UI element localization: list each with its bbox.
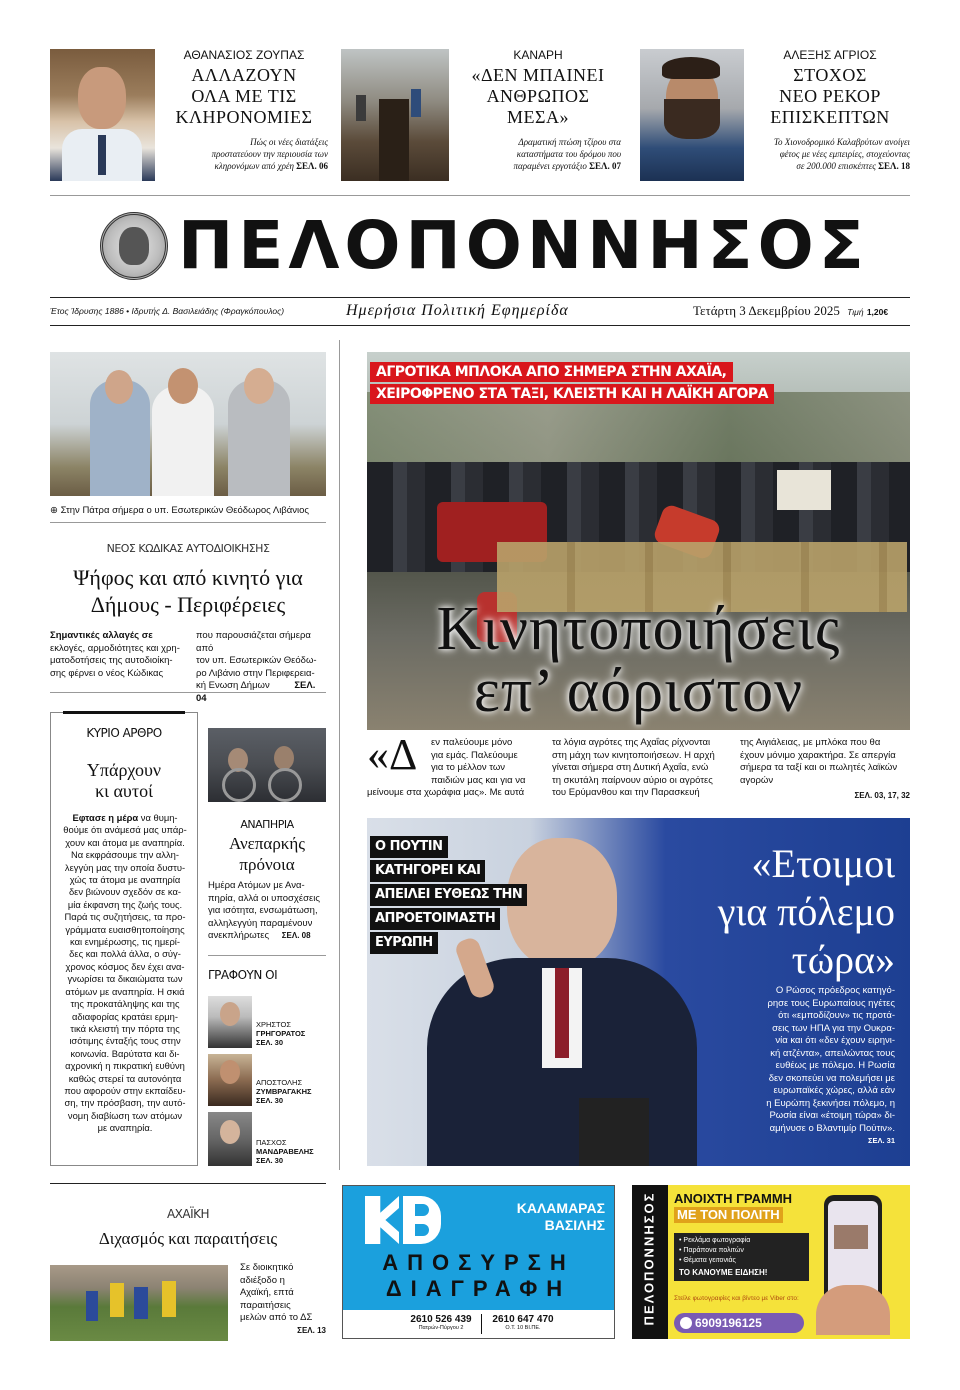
ad-name: ΚΑΛΑΜΑΡΑΣ ΒΑΣΙΛΗΣ — [516, 1200, 605, 1233]
page-ref: ΣΕΛ. 08 — [281, 931, 311, 940]
teaser-3[interactable] — [750, 48, 910, 172]
divider — [50, 297, 910, 298]
disability-text: Ημέρα Ατόμων με Ανα- πηρία, αλλά οι υποσχέσεις για ισότητα, ενσωμάτωση, αλληλεγγύη παραμένουν ανεκπλήρωτες ΣΕΛ. 08 — [208, 880, 320, 941]
kv-logo-icon — [365, 1196, 443, 1244]
divider — [50, 195, 910, 196]
teaser-title: «ΔΕΝ ΜΠΑΙΝΕΙ ΑΝΘΡΩΠΟΣ ΜΕΣΑ» — [471, 65, 605, 127]
ad-phone-1[interactable]: 2610 526 439 Πατρών-Πύργου 2 — [410, 1314, 472, 1331]
ad-line-phone[interactable]: 6909196125 — [674, 1313, 804, 1333]
story-title[interactable]: Ψήφος και από κινητό για Δήμους - Περιφέρειες — [73, 565, 303, 617]
ad-vertical-title: ΠΕΛΟΠΟΝΝΗΣΟΣ — [641, 1191, 657, 1326]
divider — [50, 1183, 326, 1184]
achaiki-kicker: ΑΧΑΪΚΗ — [166, 1207, 210, 1221]
ad-line-title: ΑΝΟΙΧΤΗ ΓΡΑΜΜΗ ΜΕ ΤΟΝ ΠΟΛΙΤΗ — [674, 1191, 793, 1222]
phone-hand-icon — [816, 1195, 896, 1335]
story-col-2: που παρουσιάζεται σήμερα από τον υπ. Εσωτερικών Θεόδω- ρο Λιβάνιο στην Περιφερεια- κή Ενωση Δήμων ΣΕΛ. 04 — [196, 630, 317, 704]
teaser-photo-zoupas — [50, 49, 155, 181]
page-ref: ΣΕΛ. 31 — [867, 1136, 895, 1145]
teaser-text: Πώς οι νέες διατάξεις προστατεύουν την περιουσία των κληρονόμων από χρέη ΣΕΛ. 06 — [211, 137, 328, 171]
divider — [50, 325, 910, 326]
ad-line-bullets: • Ρεκλάμα φωτογραφία • Παράπονα πολιτών • Θέματα γειτονιάς ΤΟ ΚΑΝΟΥΜΕ ΕΙΔΗΣΗ! — [674, 1233, 809, 1281]
livanios-photo[interactable] — [50, 352, 326, 496]
main-col-1: εν παλεύουμε μόνο για εμάς. Παλεύουμε για το μέλλον των παιδιών μας και για να μείνουμε στα χωράφια μας». Με αυτά — [367, 737, 526, 798]
achaiki-title[interactable]: Διχασμός και παραιτήσεις — [98, 1229, 278, 1248]
putin-headline: «Ετοιμοι για πόλεμο τώρα» — [717, 841, 895, 982]
putin-kicker: Ο ΠΟΥΤΙΝ ΚΑΤΗΓΟΡΕΙ ΚΑΙ ΑΠΕΙΛΕΙ ΕΥΘΕΩΣ ΤΗΝ ΑΠΡΟΕΤΟΙΜΑΣΤΗ ΕΥΡΩΠΗ — [370, 836, 527, 956]
writer-byline[interactable]: ΠΑΣΧΟΣ ΜΑΝΔΡΑΒΕΛΗΣ ΣΕΛ. 30 — [256, 1138, 314, 1165]
writer-byline[interactable]: ΑΠΟΣΤΟΛΗΣ ΖΥΜΒΡΑΓΑΚΗΣ ΣΕΛ. 30 — [256, 1078, 312, 1105]
main-col-2: τα λόγια αγρότες της Αχαΐας ρίχνονται στη μάχη των κινητοποιήσεων. Η αρχή γίνεται σήμερα στη Δυτική Αχαΐα, ενώ τη σκυτάλη παίρνουν αύριο οι αγρότες του Ερύμανθου και την Παρασκευή — [552, 737, 715, 798]
red-kicker: ΑΓΡΟΤΙΚΑ ΜΠΛΟΚΑ ΑΠΟ ΣΗΜΕΡΑ ΣΤΗΝ ΑΧΑΪΑ, ΧΕΙΡΟΦΡΕΝΟ ΣΤΑ ΤΑΞΙ, ΚΛΕΙΣΤΗ ΚΑΙ Η ΛΑΪΚΗ ΑΓΟΡΑ — [370, 362, 774, 404]
football-photo[interactable] — [50, 1265, 228, 1341]
teaser-text: Το Χιονοδρομικό Καλαβρύτων ανοίγει φέτος με νέες εμπειρίες, στοχεύοντας σε 200.000 επισκέπτες ΣΕΛ. 18 — [773, 137, 910, 171]
main-headline[interactable]: Κινητοποιήσεις επ’ αόριστον — [436, 595, 841, 725]
ad-phone-2[interactable]: 2610 647 470 Ο.Τ. 10 ΒΙ.ΠΕ. — [492, 1314, 554, 1331]
photo-caption: ⊕ Στην Πάτρα σήμερα ο υπ. Εσωτερικών Θεόδωρος Λιβάνιος — [50, 505, 309, 516]
writer-photo — [208, 996, 252, 1048]
ad-kalamaras[interactable] — [342, 1185, 615, 1339]
teaser-title: ΑΛΛΑΖΟΥΝ ΟΛΑ ΜΕ ΤΙΣ ΚΛΗΡΟΝΟΜΙΕΣ — [175, 65, 313, 127]
teaser-photo-kanari — [341, 49, 449, 181]
editorial-text: Εφτασε η μέρα να θυμη- θούμε ότι ανάμεσά μας υπάρ- χουν και άτομα με αναπηρία. Να εκφράσουμε την αλλη- λεγγύη μας την οποία δυστυ- χώς τα άτομα με αναπηρία δεν βιώνουν σχεδόν σε κα- μία έκφανση της ζωής τους. Παρά τις συζητήσεις, τα προ- γράμματα ευαισθητοποίησης και ενημέρωσης, τις ημερί- δες και πολλά άλλα, ο σύγ- χρονος κόσμος δεν έχει ανα- γνωρίσει τα δικαιώματα των ατόμων με αναπηρία. Η σκιά της προκατάληψης και της αδιαφορίας κρατάει ερμη- τικά κλειστή την πόρτα της ισότιμης ένταξής τους στην κοινωνία. Βαρύτατα και δι- αχρονική η πικρατική ευθύνη καθώς στερεί τα αυτονόητα που αφορούν στην εκπαίδευ- ση, την πρόσβαση, την αυτό- νομη διαβίωση των ατόμων με αναπηρία. — [63, 812, 187, 1134]
disability-kicker: ΑΝΑΠΗΡΙΑ — [240, 818, 294, 831]
ad-open-line[interactable] — [632, 1185, 910, 1339]
teaser-1[interactable] — [160, 48, 328, 172]
viber-icon — [680, 1317, 692, 1329]
page-ref: ΣΕΛ. 03, 17, 32 — [854, 791, 910, 800]
writers-kicker: ΓΡΑΦΟΥΝ ΟΙ — [208, 968, 278, 982]
price-label: Τιμή — [847, 307, 864, 317]
divider — [50, 522, 326, 523]
page-ref: ΣΕΛ. 04 — [196, 680, 316, 704]
achaiki-text: Σε διοικητικό αδιέξοδο η Αχαϊκή, επτά παραιτήσεις μελών από το ΔΣ ΣΕΛ. 13 — [240, 1262, 326, 1337]
page-ref: ΣΕΛ. 18 — [878, 161, 910, 171]
teaser-title: ΣΤΟΧΟΣ ΝΕΟ ΡΕΚΟΡ ΕΠΙΣΚΕΠΤΩΝ — [770, 65, 890, 127]
ad-services: ΑΠΟΣΥΡΣΗ ΔΙΑΓΡΑΦΗ — [382, 1250, 575, 1301]
story-kicker: ΝΕΟΣ ΚΩΔΙΚΑΣ ΑΥΤΟΔΙΟΙΚΗΣΗΣ — [106, 542, 270, 555]
writer-byline[interactable]: ΧΡΗΣΤΟΣ ΓΡΗΓΟΡΑΤΟΣ ΣΕΛ. 30 — [256, 1020, 306, 1047]
disability-title[interactable]: Ανεπαρκής πρόνοια — [228, 834, 305, 874]
issue-date: Τετάρτη 3 Δεκεμβρίου 2025 Τιμή 1,20€ — [693, 303, 889, 318]
teaser-kicker: ΑΛΕΞΗΣ ΑΓΡΙΟΣ — [783, 48, 877, 62]
editorial-kicker: ΚΥΡΙΟ ΑΡΘΡΟ — [86, 726, 162, 740]
teaser-text: Δραματική πτώση τζίρου στα καταστήματα του δρόμου που παραμένει εργοτάξιο ΣΕΛ. 07 — [513, 137, 621, 171]
teaser-photo-agrios — [640, 49, 744, 181]
main-col-3: της Αιγιάλειας, με μπλόκα που θα έχουν μόνιμο χαρακτήρα. Σε απεργία σήμερα τα ταξί και οι πωλητές λαϊκών αγορών — [740, 737, 898, 786]
masthead-title: ΠΕΛΟΠΟΝΝΗΣΟΣ — [178, 207, 869, 284]
founding-info: Έτος Ίδρυσης 1886 • Ιδρυτής Δ. Βασιλειάδης (Φραγκόπουλος) — [50, 306, 285, 316]
masthead-subtitle: Ημερήσια Πολιτική Εφημερίδα — [346, 302, 569, 319]
writer-photo — [208, 1112, 252, 1166]
dropcap: «Δ — [367, 730, 418, 779]
ad-line-note: Στείλε φωτογραφίες και βίντεο με Viber στο: — [674, 1295, 799, 1302]
page-ref: ΣΕΛ. 07 — [589, 161, 621, 171]
wheelchair-photo[interactable] — [208, 728, 326, 802]
teaser-kicker: ΚΑΝΑΡΗ — [513, 48, 563, 62]
divider — [50, 692, 326, 693]
writer-photo — [208, 1054, 252, 1106]
divider — [208, 955, 326, 956]
putin-text: Ο Ρώσος πρόεδρος κατηγό- ρησε τους Ευρωπαίους ηγέτες ότι «εμποδίζουν» τις προτά- σεις των ΗΠΑ για την Ουκρα- νία και ότι «δεν έχουν ειρηνι- κή ατζέντα», απειλώντας τους ευθέως με πόλεμο. Η Ρωσία δεν σκοπεύει να πολεμήσει με ευρωπαϊκές χώρες, αλλά εάν η Ευρώπη ξεκινήσει πόλεμο, η Ρωσία είναι «έτοιμη τώρα» δι- αμήνυσε ο Βλαντιμίρ Πούτιν». ΣΕΛ. 31 — [730, 985, 895, 1148]
page-ref: ΣΕΛ. 06 — [296, 161, 328, 171]
editorial-title[interactable]: Υπάρχουν κι αυτοί — [86, 760, 162, 801]
teaser-2[interactable] — [455, 48, 621, 172]
story-col-1: Σημαντικές αλλαγές σε εκλογές, αρμοδιότητες και χρη- ματοδοτήσεις της αυτοδιοίκη- σης φέρνει ο νέος Κώδικας — [50, 630, 180, 679]
price: 1,20€ — [866, 307, 889, 317]
teaser-kicker: ΑΘΑΝΑΣΙΟΣ ΖΟΥΠΑΣ — [183, 48, 305, 62]
logo-seal-icon — [100, 212, 168, 280]
page-ref: ΣΕΛ. 13 — [297, 1325, 326, 1335]
column-rule — [339, 340, 340, 1170]
